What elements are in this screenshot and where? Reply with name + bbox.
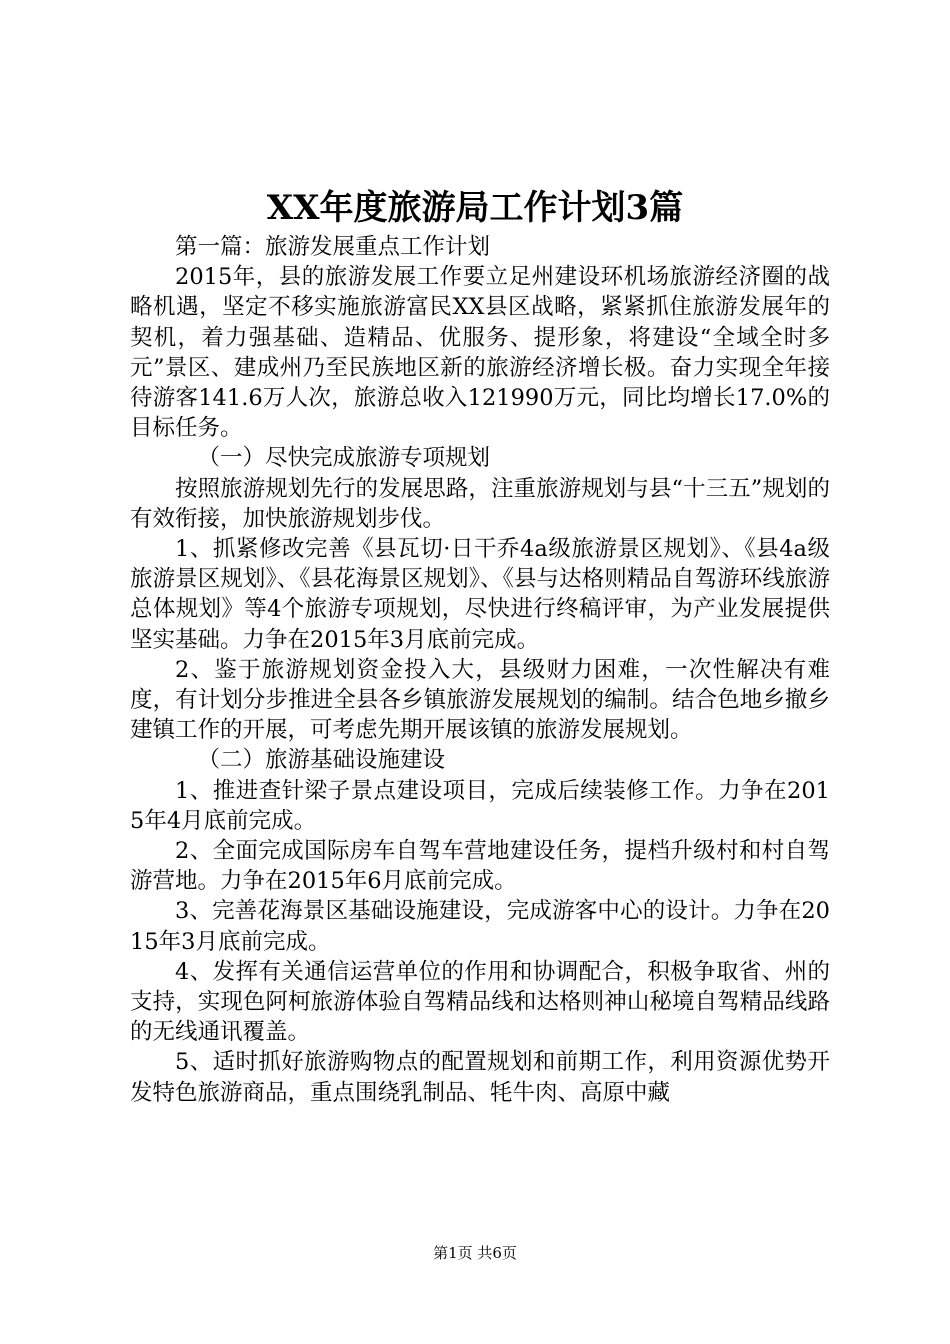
paragraph-infra-item-4: 4、发挥有关通信运营单位的作用和协调配合，积极争取省、州的支持，实现色阿柯旅游体验自驾精品线和达格则神山秘境自驾精品线路的无线通讯覆盖。 <box>130 958 830 1046</box>
paragraph-infra-item-5: 5、适时抓好旅游购物点的配置规划和前期工作，利用资源优势开发特色旅游商品，重点围绕乳制品、牦牛肉、高原中藏 <box>130 1049 830 1106</box>
paragraph-planning-item-1: 1、抓紧修改完善《县瓦切·日干乔4a级旅游景区规划》、《县4a级旅游景区规划》、《县花海景区规划》、《县与达格则精品自驾游环线旅游总体规划》等4个旅游专项规划，尽快进行终稿评审，为产业发展提供坚实基础。力争在2015年3月底前完成。 <box>130 536 830 653</box>
sub-heading-infrastructure: （二）旅游基础设施建设 <box>197 747 446 774</box>
page-footer: 第1页 共6页 <box>433 1244 517 1262</box>
paragraph-infra-item-3: 3、完善花海景区基础设施建设，完成游客中心的设计。力争在2015年3月底前完成。 <box>130 898 830 955</box>
paragraph-planning-item-2: 2、鉴于旅游规划资金投入大，县级财力困难，一次性解决有难度，有计划分步推进全县各乡镇旅游发展规划的编制。结合色地乡撤乡建镇工作的开展，可考虑先期开展该镇的旅游发展规划。 <box>130 656 830 744</box>
document-body <box>130 232 830 1108</box>
paragraph-planning-intro: 按照旅游规划先行的发展思路，注重旅游规划与县“十三五”规划的有效衔接，加快旅游规划步伐。 <box>130 475 830 532</box>
paragraph-infra-item-2: 2、全面完成国际房车自驾车营地建设任务，提档升级村和村自驾游营地。力争在2015年6月底前完成。 <box>130 838 830 895</box>
paragraph-infra-item-1: 1、推进查针梁子景点建设项目，完成后续装修工作。力争在2015年4月底前完成。 <box>130 777 830 834</box>
sub-heading-planning: （一）尽快完成旅游专项规划 <box>197 445 491 472</box>
document-title: XX年度旅游局工作计划3篇 <box>266 188 684 228</box>
paragraph-overview: 2015年，县的旅游发展工作要立足州建设环机场旅游经济圈的战略机遇，坚定不移实施旅游富民XX县区战略，紧紧抓住旅游发展年的契机，着力强基础、造精品、优服务、提形象，将建设“全域全时多元”景区、建成州乃至民族地区新的旅游经济增长极。奋力实现全年接待游客141.6万人次，旅游总收入121990万元，同比均增长17.0%的目标任务。 <box>130 264 830 442</box>
section-heading-1: 第一篇：旅游发展重点工作计划 <box>175 234 491 260</box>
